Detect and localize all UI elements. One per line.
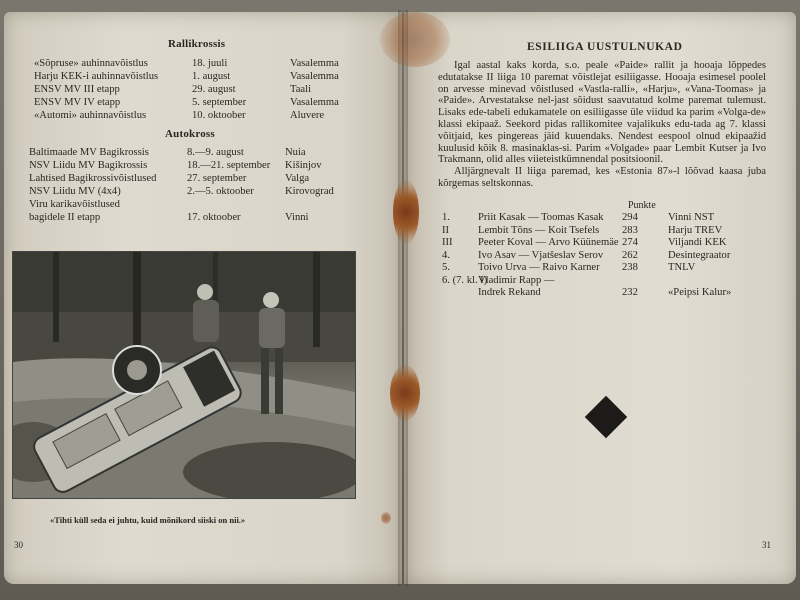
standings-row-points: 294 — [622, 212, 638, 223]
page-number-left: 30 — [14, 540, 23, 550]
photo-illustration — [13, 252, 355, 498]
autokross-row-place: Kirovograd — [285, 186, 334, 197]
autokross-title: Autokross — [165, 128, 215, 140]
autokross-row-event: Lahtised Bagikrossivõistlused — [29, 173, 157, 184]
standings-row-points: 232 — [622, 287, 638, 298]
autokross-row-event: bagidele II etapp — [29, 212, 101, 223]
standings-row-crew: Vladimir Rapp — — [478, 274, 555, 286]
standings-row-points: 238 — [622, 262, 638, 273]
standings-row-crew: Peeter Koval — Arvo Küünemäe — [478, 237, 619, 248]
rallikross-title: Rallikrossis — [168, 38, 226, 50]
standings-header: Punkte — [628, 200, 656, 211]
stain-bottom — [381, 512, 391, 524]
standings-row-points: 283 — [622, 224, 638, 236]
rallikross-row-event: «Automi» auhinnavõistlus — [34, 110, 147, 121]
rallikross-row-date: 10. oktoober — [192, 110, 246, 121]
autokross-row-date: 17. oktoober — [187, 212, 241, 223]
autokross-row-place: Vinni — [285, 212, 309, 223]
autokross-row-event: Baltimaade MV Bagikrossis — [29, 147, 149, 158]
rallikross-row-place: Vasalemma — [290, 97, 339, 108]
standings-row-points: 262 — [622, 249, 638, 261]
book-gutter — [398, 10, 408, 586]
standings-row-rank: 5. — [442, 262, 450, 273]
standings-row-rank: 1. — [442, 212, 450, 223]
standings-row-club: «Peipsi Kalur» — [668, 287, 732, 298]
standings-row-club: Viljandi KEK — [668, 237, 727, 248]
rallikross-row-event: Harju KEK-i auhinnavõistlus — [34, 71, 159, 82]
stain-top — [380, 12, 450, 67]
standings-row-crew: Priit Kasak — Toomas Kasak — [478, 212, 604, 223]
standings-row-club: Harju TREV — [668, 224, 723, 236]
rallikross-row-place: Vasalemma — [290, 71, 339, 82]
rallikross-row-place: Aluvere — [290, 110, 325, 121]
autokross-row-date: 8.—9. august — [187, 147, 244, 158]
autokross-row-event: NSV Liidu MV Bagikrossis — [29, 160, 148, 171]
page-number-right: 31 — [762, 540, 771, 550]
rallikross-row-date: 29. august — [192, 84, 236, 95]
rallikross-row-place: Vasalemma — [290, 58, 339, 69]
autokross-row-place: Nuia — [285, 147, 306, 158]
standings-row-club: Vinni NST — [668, 212, 715, 223]
rallikross-row-date: 18. juuli — [192, 58, 228, 69]
stain-middle — [393, 180, 419, 244]
rallikross-row-date: 1. august — [192, 71, 231, 82]
standings-row-crew: Indrek Rekand — [478, 287, 541, 298]
autokross-row-date: 27. september — [187, 173, 247, 184]
standings-row-rank: III — [442, 237, 453, 248]
standings-row-crew: Lembit Tõns — Koit Tsefels — [478, 224, 600, 236]
right-page-title: ESILIIGA UUSTULNUKAD — [527, 41, 683, 53]
rallikross-row-event: ENSV MV III etapp — [34, 84, 120, 95]
paragraph-2: Alljärgnevalt II liiga paremad, kes «Estonia 87»-l lõõvad kaasa juba kõrgemas seltskonnas. — [438, 166, 766, 189]
autokross-row-place: Kišinjov — [285, 160, 322, 171]
standings-row-rank: II — [442, 224, 450, 236]
photo-caption: «Tihti küll seda ei juhtu, kuid mõnikord siiski on nii.» — [50, 515, 246, 525]
rallikross-row-place: Taali — [290, 84, 312, 95]
overturned-car-photo — [12, 251, 356, 499]
standings-row-crew: Toivo Urva — Raivo Karner — [478, 262, 600, 273]
standings-row-points: 274 — [622, 237, 638, 248]
autokross-row-date: 2.—5. oktoober — [187, 186, 254, 197]
intro-text — [438, 60, 766, 190]
autokross-row-place: Valga — [285, 173, 310, 184]
autokross-row-event: Viru karikavõistlused — [29, 199, 120, 210]
standings-row-club: TNLV — [668, 262, 696, 273]
rallikross-row-event: ENSV MV IV etapp — [34, 97, 121, 108]
standings-row-club: Desintegraator — [668, 249, 731, 261]
rallikross-row-event: «Sõpruse» auhinnavõistlus — [34, 58, 148, 69]
autokross-row-event: NSV Liidu MV (4x4) — [29, 186, 121, 197]
rallikross-row-date: 5. september — [192, 97, 247, 108]
autokross-row-date: 18.—21. september — [187, 160, 271, 171]
paragraph-1: Igal aastal kaks korda, s.o. peale «Paide» rallit ja hooaja lõppedes edutatakse II liiga 10 paremat võistlejat esiliigasse. Hooaja esimesel poolel on arvesse minevad võistlused «Vastla-ralli», «Harju», «Vana-Toomas» ja «Paide». Arvestatakse nel-jast sõidust saavutatud kolme paremat tulemust. Lisaks ede-tabeli edukamatele on esiliigasse üle viidud ka parim «Volga-de» klassi ekipaaž. Seekord pidas rallikomitee vajalikuks edu-tada ag 7. klassi võitjaid, kes pingereas jäid kuuendaks. Nendest eespool olnud ekipaažid kuulusid kõik 8. masinaklas-si. Parim «Volgade» paar Lembit Kutser ja Ivo Trakmann, olid alles viieteistkümnendal positsioonil. — [438, 60, 766, 166]
standings-row-rank: 4. — [442, 249, 450, 261]
stain-lower — [390, 365, 420, 421]
standings-row-rank: 6. (7. kl. I) — [442, 274, 488, 286]
standings-row-crew: Ivo Asav — Vjatšeslav Serov — [478, 249, 604, 261]
